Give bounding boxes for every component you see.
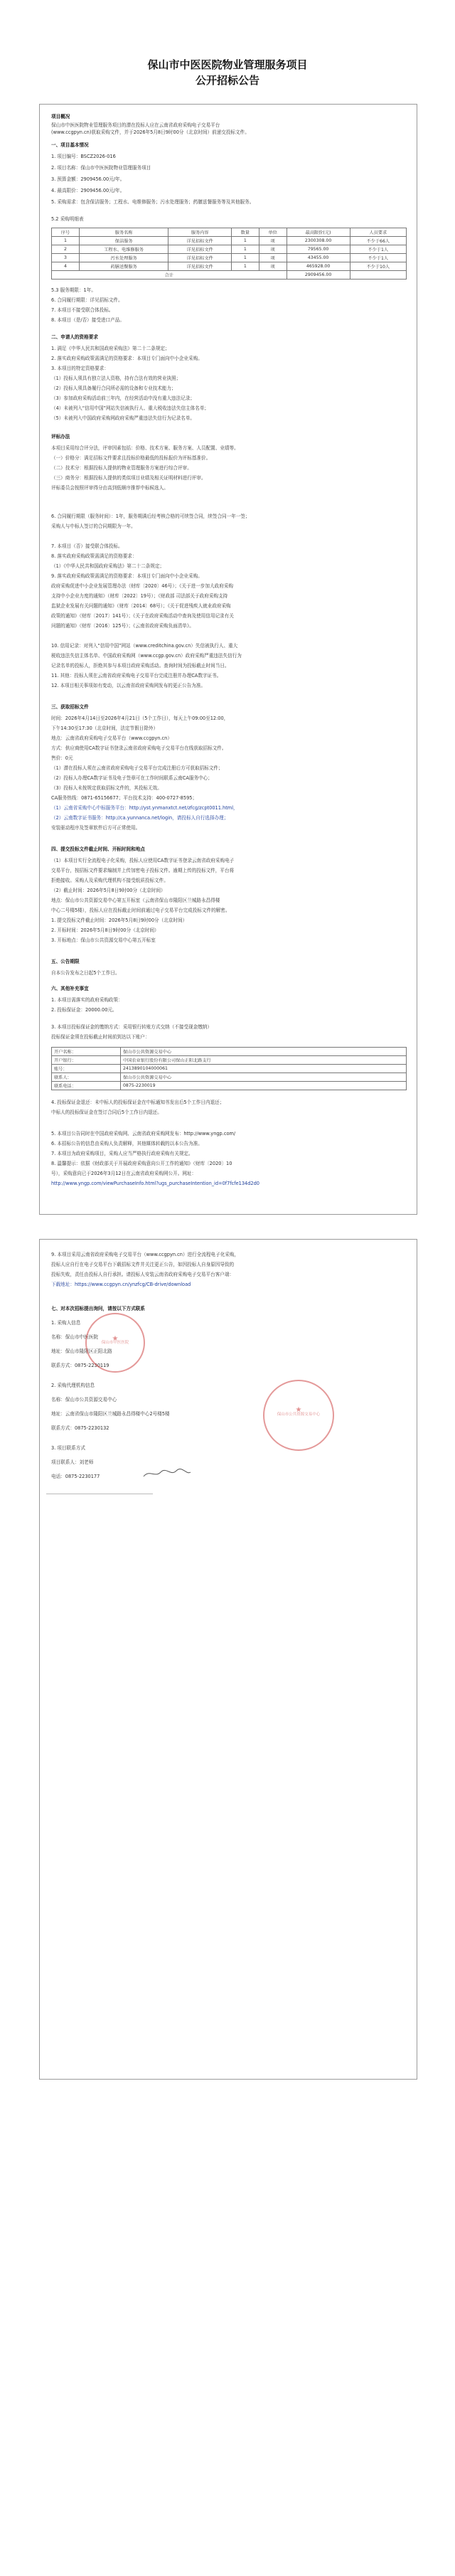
- bid-line: 交易平台，按招标文件要求编制并上传加密电子投标文件。逾期上传的投标文件，平台将: [51, 868, 235, 873]
- table-cell: 1: [231, 262, 259, 271]
- qualification-line: 2. 落实政府采购政策需满足的资格要求：本项目专门面向中小企业采购。: [51, 356, 203, 361]
- basic-after-line: 5.3 服务期限：1年。: [51, 287, 96, 293]
- publish-link[interactable]: http://www.yngp.com/viewPurchaseInfo.html?ugs_purchaseIntention_id=0f7fcfe134d2d0: [51, 1181, 259, 1186]
- overview-line: (www.ccgpyn.cn)获取采购文件，并于2026年5月8日9时00分（北京时间）前递交投标文件。: [51, 129, 250, 135]
- table-title: 5.2 采购明细表: [51, 216, 84, 222]
- obtain-line: 地点：云南省政府采购电子交易平台（www.ccgpyn.cn）: [51, 735, 172, 741]
- table-cell: 开户银行：: [52, 1056, 121, 1065]
- eval-line: 本项目采用综合评分法，评审因素包括：价格、技术方案、服务方案、人员配置、业绩等。: [51, 445, 239, 451]
- supplement-line: 投标人应自行在电子交易平台下载招标文件并关注更正公告，如因投标人自身原因导致的: [51, 1262, 235, 1267]
- table-total-row: [52, 271, 407, 280]
- obtain-link[interactable]: （1）云南省采购中心中标服务平台：http://yst.ynmanxtct.net/zfcg/zcpt0011.html，: [51, 805, 238, 811]
- table-header: 最高限价(元): [287, 228, 350, 237]
- basic-after-line: 8. 本项目（是/否）接受进口产品。: [51, 317, 124, 323]
- law-line: 9. 落实政府采购政策需满足的资格要求：本项目专门面向中小企业采购。: [51, 573, 203, 579]
- contact-line: 电话：0875-2230177: [51, 1474, 100, 1479]
- table-cell: 污水处理服务: [79, 254, 168, 262]
- publish-line: 6. 本招标公告的信息由采购人负责解释，其他媒体转载的以本公告为准。: [51, 1141, 203, 1146]
- deposit-line: 3. 本项目投标保证金的缴纳方式：采用银行转账方式交纳（不接受现金缴纳）: [51, 1024, 212, 1030]
- credit-line: 10. 信用记录：对列入“信用中国”网站（www.creditchina.gov.cn）失信被执行人、重大: [51, 643, 238, 649]
- credit-line: 12. 本项目相关事项如有变动，以云南省政府采购网发布的更正公告为准。: [51, 683, 205, 688]
- signature-scribble: [142, 1468, 192, 1479]
- law-line: 政策的通知》（财库〔2017〕141号）；《关于在政府采购活动中查询及使用信用记录有关: [51, 613, 234, 619]
- overview-heading: 项目概况: [51, 114, 70, 119]
- law-line: 问题的通知》（财库〔2016〕125号）；《云南省政府采购负面清单》。: [51, 623, 194, 629]
- agency-seal: [263, 1380, 334, 1451]
- table-cell: 保山市公共资源交易中心: [121, 1073, 407, 1082]
- table-row: [52, 262, 407, 271]
- obtain-line: 方式：供应商使用CA数字证书登录云南省政府采购电子交易平台在线获取招标文件。: [51, 745, 227, 751]
- notice-heading: 五、公告期限: [51, 959, 80, 964]
- procurement-table: [51, 228, 407, 280]
- basic-line: 3. 预算金额：2909456.00元/年。: [51, 176, 125, 182]
- law-line: 监狱企业发展有关问题的通知》（财库〔2014〕68号）；《关于促进残疾人就业政府采购: [51, 603, 231, 609]
- contact-line: 名称：保山市中医医院: [51, 1334, 98, 1340]
- law-line: 支持中小企业力度的通知》（财库〔2022〕19号）；《财政部 司法部关于政府采购支持: [51, 593, 228, 599]
- qualification-line: 3. 本项目的特定资格要求：: [51, 366, 109, 371]
- table-cell: 不少于1人: [350, 245, 406, 254]
- table-cell: 465928.00: [287, 262, 350, 271]
- deposit-line: 投标保证金须在投标截止时间前到达以下账户：: [51, 1034, 150, 1040]
- qualification-line: 1. 满足《中华人民共和国政府采购法》第二十二条规定；: [51, 346, 170, 351]
- basic-line: 1. 项目编号：BSCZ2026-016: [51, 154, 116, 159]
- bid-line: 拒绝接收。采购人及采购代理机构不接受纸质投标文件。: [51, 878, 168, 883]
- basic-after-line: 7. 本项目不接受联合体投标。: [51, 307, 114, 313]
- table-header: 数量: [231, 228, 259, 237]
- table-cell: 详见招标文件: [168, 237, 231, 245]
- basic-line: 4. 最高限价：2909456.00元/年。: [51, 188, 125, 193]
- bid-line: 地点：保山市公共资源交易中心第五开标室（云南省保山市隆阳区兰城路永昌得楼: [51, 898, 220, 903]
- obtain-line: 售价：0元: [51, 755, 73, 761]
- table-cell: 药膳送餐服务: [79, 262, 168, 271]
- table-cell: 1: [231, 254, 259, 262]
- notice-line: 六、其他补充事宜: [51, 986, 89, 991]
- credit-line: 记录名单的投标人，拒绝其参与本项目政府采购活动。查询时间为投标截止时间当日。: [51, 663, 230, 669]
- bid-line: （2）截止时间：2026年5月8日9时00分（北京时间）: [51, 888, 166, 893]
- table-cell: 保洁服务: [79, 237, 168, 245]
- publish-line: 8. 温馨提示：依据《财政部关于开展政府采购意向公开工作的通知》（财库〔2020〕10: [51, 1161, 232, 1166]
- contact-line: 2. 采购代理机构信息: [51, 1383, 95, 1388]
- credit-line: 11. 其他：投标人须在云南省政府采购电子交易平台完成注册并办理CA数字证书。: [51, 673, 222, 678]
- table-cell: 保山市公共资源交易中心: [121, 1048, 407, 1056]
- table-cell: 0875-2230019: [121, 1082, 407, 1090]
- supplement-line: 投标失败，责任由投标人自行承担。请投标人安装云南省政府采购电子交易平台客户端：: [51, 1272, 235, 1277]
- table-row: [52, 1048, 407, 1056]
- eval-line: 评标委员会按照评审得分由高到低顺序推荐中标候选人。: [51, 485, 168, 491]
- contact-heading: 七、对本次招标提出询问，请按以下方式联系: [51, 1306, 145, 1311]
- bid-line: 1. 提交投标文件截止时间：2026年5月8日9时00分（北京时间）: [51, 917, 188, 923]
- table-header: 序号: [52, 228, 80, 237]
- document-title: 保山市中医医院物业管理服务项目: [147, 58, 308, 71]
- table-cell: 4: [52, 262, 80, 271]
- table-cell: 项: [259, 254, 287, 262]
- obtain-line: （1）潜在投标人须在云南省政府采购电子交易平台完成注册后方可获取招标文件；: [51, 765, 223, 771]
- table-cell: 1: [231, 237, 259, 245]
- table-total-value: 2909456.00: [287, 271, 350, 280]
- table-row: [52, 1056, 407, 1065]
- table-cell: 账号：: [52, 1065, 121, 1073]
- table-cell: 详见招标文件: [168, 262, 231, 271]
- obtain-line: （3）投标人未按规定获取招标文件的，其投标无效。: [51, 785, 162, 791]
- law-line: 8. 落实政府采购政策需满足的资格要求：: [51, 553, 137, 559]
- obtain-line: 安装驱动程序及签章软件后方可正常使用。: [51, 825, 141, 831]
- contact-line: 1. 采购人信息: [51, 1320, 81, 1326]
- deposit-after-line: 4. 投标保证金退还：未中标人的投标保证金在中标通知书发出后5个工作日内退还；: [51, 1100, 225, 1105]
- obtain-line: CA服务热线：0871-65156677；平台技术支持：400-0727-8595；: [51, 795, 198, 801]
- contact-line: 3. 项目联系方式: [51, 1445, 85, 1451]
- table-cell: 79565.00: [287, 245, 350, 254]
- qualification-line: （4）未被列入“信用中国”网站失信被执行人、重大税收违法失信主体名单；: [51, 405, 210, 411]
- law-line: 7. 本项目（否）接受联合体投标。: [51, 543, 123, 549]
- contract-line: 采购人与中标人签订的合同期限为一年。: [51, 523, 136, 529]
- table-row: [52, 1082, 407, 1090]
- publish-line: 7. 本项目为政府采购项目，采购人应当严格执行政府采购有关规定。: [51, 1151, 193, 1156]
- seal-text: 保山市公共资源交易中心: [277, 1412, 321, 1417]
- table-header: 服务名称: [79, 228, 168, 237]
- table-row: [52, 1065, 407, 1073]
- table-cell: 项: [259, 237, 287, 245]
- table-row: [52, 245, 407, 254]
- bid-line: 2. 开标时间：2026年5月8日9时00分（北京时间）: [51, 927, 159, 933]
- table-row: [52, 1073, 407, 1082]
- seal-star-icon: ★: [295, 1405, 302, 1414]
- table-cell: 开户名称：: [52, 1048, 121, 1056]
- basic-heading: 一、项目基本情况: [51, 142, 89, 148]
- obtain-heading: 三、获取招标文件: [51, 704, 89, 710]
- obtain-line: （2）投标人办理CA数字证书及电子签章可在工作时间联系云南CA服务中心；: [51, 775, 213, 781]
- table-header-row: [52, 228, 407, 237]
- table-header: 人员要求: [350, 228, 406, 237]
- law-line: 政府采购促进中小企业发展管理办法（财库〔2020〕46号）；《关于进一步加大政府采购: [51, 583, 233, 589]
- table-cell: 详见招标文件: [168, 254, 231, 262]
- contact-line: 地址：保山市隆阳区正阳北路: [51, 1348, 112, 1354]
- qualification-line: （2）投标人须具备履行合同所必需的设备和专业技术能力；: [51, 385, 176, 391]
- table-cell: 1: [231, 245, 259, 254]
- contract-line: 6. 合同履行期限（服务时间）：1年，服务期满后经考核合格的可续签合同，续签合同一年一签；: [51, 513, 250, 519]
- deposit-table: [51, 1047, 407, 1090]
- seal-text: 保山市中医医院: [101, 1341, 129, 1346]
- contact-line: 联系方式：0875-2230119: [51, 1363, 109, 1368]
- notice-line: 1. 本项目需落实的政府采购政策：: [51, 997, 123, 1003]
- table-cell: 2: [52, 245, 80, 254]
- contact-line: 名称：保山市公共资源交易中心: [51, 1397, 117, 1403]
- publish-line: 5. 本项目公告同时在中国政府采购网、云南省政府采购网发布：http://www.yngp.com/: [51, 1131, 236, 1137]
- table-cell: 中国农业银行股份有限公司保山正阳北路支行: [121, 1056, 407, 1065]
- table-cell: 工程水、电维修服务: [79, 245, 168, 254]
- document-subtitle: 公开招标公告: [195, 74, 259, 87]
- notice-line: 2. 投标保证金：20000.00元。: [51, 1007, 117, 1013]
- bid-line: （1）本项目实行全流程电子化采购，投标人应使用CA数字证书登录云南省政府采购电子: [51, 858, 235, 863]
- eval-line: （三）商务分：根据投标人提供的类似项目业绩及相关证明材料进行评审。: [51, 475, 206, 481]
- basic-after-line: 6. 合同履行期限：详见招标文件。: [51, 297, 123, 303]
- table-cell: 联系人：: [52, 1073, 121, 1082]
- table-header: 单位: [259, 228, 287, 237]
- obtain-line: 下午14:30至17:30（北京时间，法定节假日除外）: [51, 725, 159, 731]
- table-cell: 43455.00: [287, 254, 350, 262]
- table-row: [52, 237, 407, 245]
- purchaser-seal: [85, 1313, 145, 1373]
- obtain-link[interactable]: （2）云南数字证书服务：http://ca.yunnanca.net/login，请投标人自行选择办理；: [51, 815, 229, 821]
- qualification-heading: 二、申请人的资格要求: [51, 334, 98, 340]
- bid-line: 3. 开标地点：保山市公共资源交易中心第五开标室: [51, 937, 156, 943]
- qualification-line: （3）参加政府采购活动前三年内，在经营活动中没有重大违法记录；: [51, 395, 196, 401]
- contact-line: 联系方式：0875-2230132: [51, 1425, 109, 1431]
- table-cell: 项: [259, 262, 287, 271]
- notice-line: 自本公告发布之日起5个工作日。: [51, 970, 120, 976]
- table-cell: 不少于66人: [350, 237, 406, 245]
- eval-line: （二）技术分：根据投标人提供的物业管理服务方案进行综合评审。: [51, 465, 192, 471]
- table-row: [52, 254, 407, 262]
- table-cell: 1: [52, 237, 80, 245]
- basic-line: 5. 采购需求：包含保洁服务；工程水、电维修服务；污水处理服务；药膳送餐服务等及其他服务。: [51, 199, 255, 205]
- publish-line: 号），采购意向已于2026年3月12日在云南省政府采购网公开。网址：: [51, 1171, 197, 1176]
- table-cell: 项: [259, 245, 287, 254]
- eval-line: （一）价格分：满足招标文件要求且投标价格最低的投标报价为评标基准价。: [51, 455, 211, 461]
- credit-line: 税收违法失信主体名单、中国政府采购网（www.ccgp.gov.cn）政府采购严重违法失信行为: [51, 653, 242, 659]
- table-cell: 2413890104000061: [121, 1065, 407, 1073]
- table-cell: 不少于1人: [350, 254, 406, 262]
- qualification-line: （5）未被列入中国政府采购网政府采购严重违法失信行为记录名单。: [51, 415, 196, 421]
- eval-heading: 评标办法: [51, 434, 70, 440]
- obtain-line: 时间：2026年4月14日至2026年4月21日（5个工作日），每天上午09:00至12:00，: [51, 715, 229, 721]
- seal-star-icon: ★: [112, 1334, 119, 1343]
- bid-heading: 四、提交投标文件截止时间、开标时间和地点: [51, 846, 145, 852]
- table-cell: 3: [52, 254, 80, 262]
- contact-line: 地址：云南省保山市隆阳区兰城路永昌得楼中心2号楼5楼: [51, 1411, 170, 1417]
- supplement-line: 9. 本项目采用云南省政府采购电子交易平台（www.ccgpyn.cn）进行全流程电子化采购，: [51, 1252, 240, 1257]
- supplement-link[interactable]: 下载地址：https://www.ccgpyn.cn/ynzfcg/CB-drive/download: [51, 1282, 191, 1287]
- table-header: 服务内容: [168, 228, 231, 237]
- basic-line: 2. 项目名称：保山市中医医院物业管理服务项目: [51, 165, 151, 171]
- table-cell: 2300308.00: [287, 237, 350, 245]
- table-cell: 联系电话：: [52, 1082, 121, 1090]
- table-total-label: 合计: [52, 271, 287, 280]
- table-cell: 详见招标文件: [168, 245, 231, 254]
- deposit-after-line: 中标人的投标保证金在签订合同后5个工作日内退还。: [51, 1109, 162, 1115]
- law-line: （1）《中华人民共和国政府采购法》第二十二条规定；: [51, 563, 165, 569]
- table-cell: 不少于10人: [350, 262, 406, 271]
- qualification-line: （1）投标人须具有独立法人资格，持有合法有效的营业执照；: [51, 376, 181, 381]
- overview-line: 保山市中医医院物业管理服务项目的潜在投标人应在云南省政府采购电子交易平台: [51, 122, 220, 128]
- contact-line: 项目联系人：刘老师: [51, 1459, 94, 1465]
- table-cell-empty: [350, 271, 406, 280]
- bid-line: 中心二号楼5楼），投标人应在投标截止时间前通过电子交易平台完成投标文件的解密。: [51, 908, 230, 913]
